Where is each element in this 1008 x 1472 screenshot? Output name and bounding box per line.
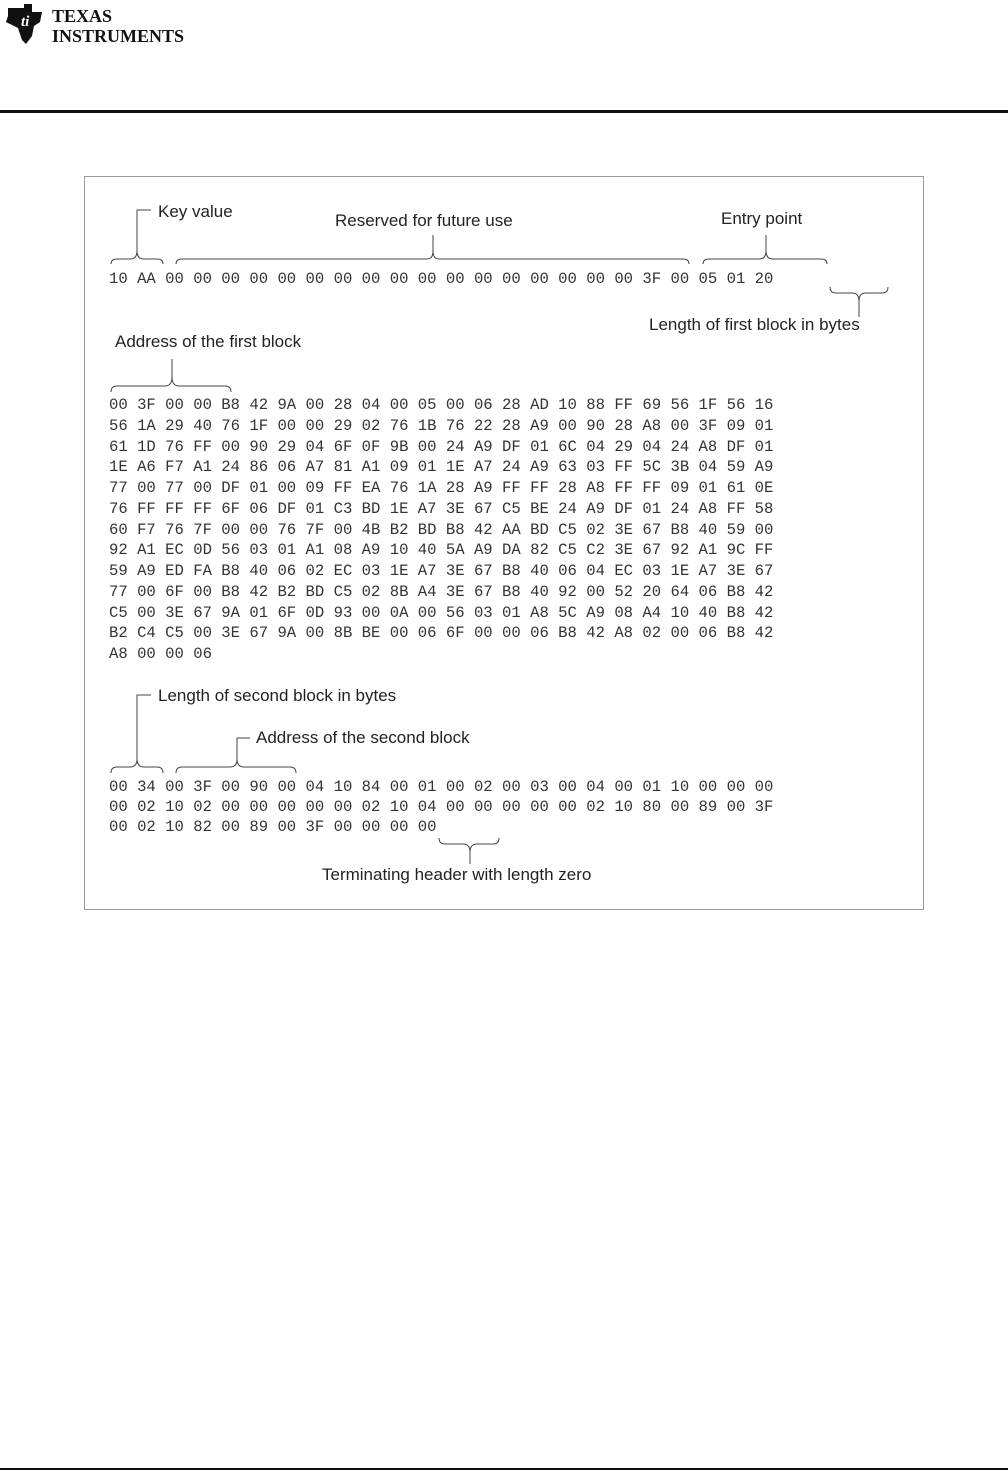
hex-row: B2 C4 C5 00 3E 67 9A 00 8B BE 00 06 6F 00 00 06 B8 42 A8 02 00 06 B8 42	[109, 624, 774, 642]
hex-row-second-block: 00 34 00 3F 00 90 00 04 10 84 00 01 00 02 00 03 00 04 00 01 10 00 00 00	[109, 778, 774, 796]
brand-line-2: INSTRUMENTS	[52, 26, 185, 46]
hex-row-second-block: 00 02 10 02 00 00 00 00 00 02 10 04 00 00 00 00 00 02 10 80 00 89 00 3F	[109, 798, 774, 816]
footer-rule	[0, 1468, 1008, 1470]
brace-terminating	[439, 838, 499, 852]
boot-table-figure	[84, 176, 924, 910]
length-first-label: Length of first block in bytes	[649, 315, 860, 334]
key-value-label: Key value	[158, 202, 233, 221]
entry-point-label: Entry point	[721, 209, 803, 228]
hex-row: 60 F7 76 7F 00 00 76 7F 00 4B B2 BD B8 42 AA BD C5 02 3E 67 B8 40 59 00	[109, 521, 774, 539]
hex-row: 92 A1 EC 0D 56 03 01 A1 08 A9 10 40 5A A9 DA 82 C5 C2 3E 67 92 A1 9C FF	[109, 541, 774, 559]
hex-row: 77 00 6F 00 B8 42 B2 BD C5 02 8B A4 3E 67 B8 40 92 00 52 20 64 06 B8 42	[109, 583, 774, 601]
address-second-label: Address of the second block	[256, 728, 470, 747]
hex-row: C5 00 3E 67 9A 01 6F 0D 93 00 0A 00 56 03 01 A8 5C A9 08 A4 10 40 B8 42	[109, 604, 774, 622]
terminating-label: Terminating header with length zero	[322, 865, 592, 884]
hex-row: 61 1D 76 FF 00 90 29 04 6F 0F 9B 00 24 A9 DF 01 6C 04 29 04 24 A8 DF 01	[109, 438, 774, 456]
hex-row-second-block: 00 02 10 82 00 89 00 3F 00 00 00 00	[109, 818, 437, 836]
hex-row: 56 1A 29 40 76 1F 00 00 29 02 76 1B 76 22 28 A9 00 90 28 A8 00 3F 09 01	[109, 417, 774, 435]
svg-text:ti: ti	[21, 14, 30, 30]
brace-address-second	[176, 759, 296, 773]
header-rule	[0, 110, 1008, 113]
reserved-label: Reserved for future use	[335, 211, 513, 230]
hex-row: 76 FF FF FF 6F 06 DF 01 C3 BD 1E A7 3E 67 C5 BE 24 A9 DF 01 24 A8 FF 58	[109, 500, 774, 518]
hex-row-key: 10 AA 00 00 00 00 00 00 00 00 00 00 00 00 00 00 00 00 00 3F 00 05 01 20	[109, 270, 774, 288]
brace-reserved	[176, 251, 689, 264]
hex-row: 00 3F 00 00 B8 42 9A 00 28 04 00 05 00 06 28 AD 10 88 FF 69 56 1F 56 16	[109, 396, 774, 414]
leader-length-second	[137, 695, 151, 759]
hex-row: 1E A6 F7 A1 24 86 06 A7 81 A1 09 01 1E A7 24 A9 63 03 FF 5C 3B 04 59 A9	[109, 458, 774, 476]
hex-row: 59 A9 ED FA B8 40 06 02 EC 03 1E A7 3E 67 B8 40 06 04 EC 03 1E A7 3E 67	[109, 562, 774, 580]
brace-address-first	[111, 377, 231, 392]
brace-key-value	[111, 251, 163, 264]
brand-name	[52, 6, 184, 46]
ti-logo-icon	[2, 2, 48, 46]
length-second-label: Length of second block in bytes	[158, 686, 397, 705]
brand-line-1: TEXAS	[52, 6, 113, 26]
leader-key-value	[137, 210, 151, 251]
leader-address-second	[237, 738, 250, 759]
address-first-label: Address of the first block	[115, 332, 302, 351]
brace-length-second	[111, 759, 163, 773]
brace-entry-point	[703, 251, 827, 264]
hex-row: A8 00 00 06	[109, 645, 212, 663]
hex-row: 77 00 77 00 DF 01 00 09 FF EA 76 1A 28 A9 FF FF 28 A8 FF FF 09 01 61 0E	[109, 479, 774, 497]
brace-length-first	[830, 287, 888, 301]
ti-logo	[2, 2, 202, 50]
